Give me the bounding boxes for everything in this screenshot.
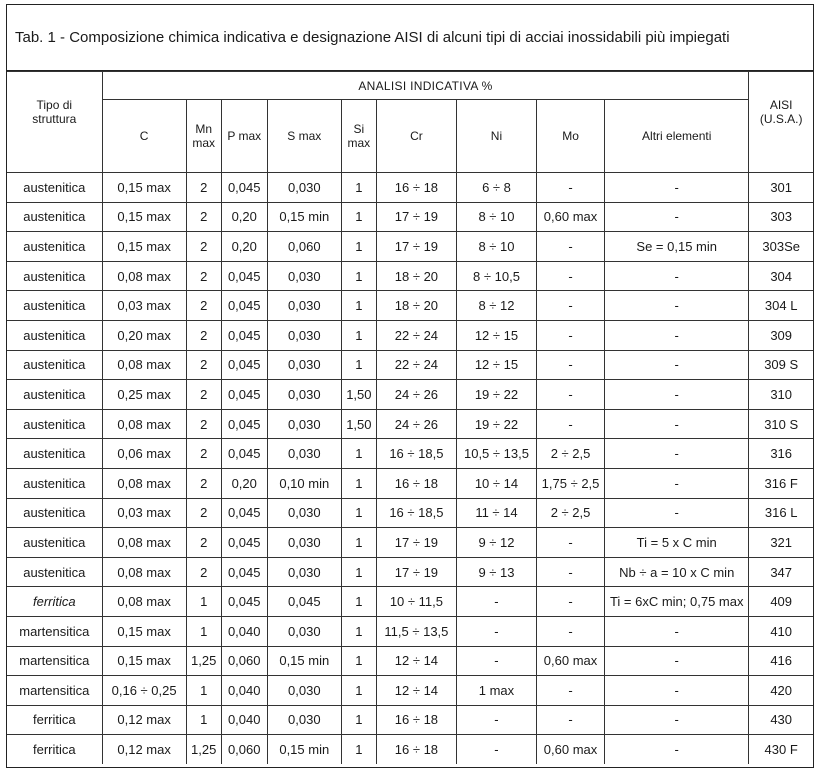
value-cell: - (605, 380, 749, 410)
column-header (186, 100, 221, 173)
aisi-cell: 347 (749, 557, 813, 587)
value-cell: 0,15 max (102, 202, 186, 232)
value-cell: 24 ÷ 26 (376, 380, 456, 410)
column-header (341, 100, 376, 173)
value-cell: 17 ÷ 19 (376, 232, 456, 262)
value-cell: 0,030 (267, 616, 341, 646)
value-cell: 0,08 max (102, 350, 186, 380)
value-cell: 10 ÷ 11,5 (376, 587, 456, 617)
value-cell: 1 (341, 320, 376, 350)
value-cell: 0,030 (267, 350, 341, 380)
column-header-label: Altri elementi (642, 129, 712, 143)
value-cell: - (605, 468, 749, 498)
value-cell: Ti = 5 x C min (605, 528, 749, 558)
value-cell: 0,045 (221, 380, 267, 410)
table-row (7, 468, 813, 498)
value-cell: 24 ÷ 26 (376, 409, 456, 439)
header-analisi: ANALISI INDICATIVA % (102, 72, 749, 100)
value-cell: 0,040 (221, 676, 267, 706)
value-cell: 0,045 (221, 528, 267, 558)
structure-cell: austenitica (7, 468, 102, 498)
table-title: Tab. 1 - Composizione chimica indicativa e designazione AISI di alcuni tipi di acciai inossidabili più impiegati (7, 5, 813, 71)
aisi-cell: 316 (749, 439, 813, 469)
value-cell: 1,25 (186, 735, 221, 764)
aisi-cell: 420 (749, 676, 813, 706)
value-cell: 16 ÷ 18,5 (376, 439, 456, 469)
value-cell: 0,60 max (537, 735, 605, 764)
aisi-cell: 316 F (749, 468, 813, 498)
value-cell: - (605, 439, 749, 469)
table-row (7, 380, 813, 410)
column-header (221, 100, 267, 173)
structure-cell: martensitica (7, 646, 102, 676)
value-cell: 12 ÷ 14 (376, 646, 456, 676)
aisi-cell: 316 L (749, 498, 813, 528)
column-header (456, 100, 536, 173)
value-cell: 1 (341, 498, 376, 528)
value-cell: 0,030 (267, 676, 341, 706)
value-cell: - (537, 409, 605, 439)
structure-cell: austenitica (7, 202, 102, 232)
aisi-cell: 409 (749, 587, 813, 617)
value-cell: - (605, 173, 749, 203)
column-header-label: Ni (490, 129, 503, 143)
value-cell: 0,060 (221, 735, 267, 764)
header-tipo-label: Tipo di struttura (32, 98, 77, 126)
value-cell: - (456, 705, 536, 735)
value-cell: 0,030 (267, 528, 341, 558)
value-cell: - (537, 350, 605, 380)
aisi-cell: 301 (749, 173, 813, 203)
value-cell: 1 (186, 616, 221, 646)
value-cell: - (456, 616, 536, 646)
value-cell: 2 (186, 261, 221, 291)
value-cell: 18 ÷ 20 (376, 261, 456, 291)
value-cell: 0,15 min (267, 202, 341, 232)
value-cell: 2 (186, 498, 221, 528)
value-cell: - (456, 587, 536, 617)
value-cell: 1 (341, 202, 376, 232)
value-cell: - (605, 705, 749, 735)
column-header (267, 100, 341, 173)
table-row (7, 320, 813, 350)
table-row (7, 498, 813, 528)
value-cell: 1 (341, 528, 376, 558)
value-cell: - (537, 232, 605, 262)
value-cell: 12 ÷ 15 (456, 320, 536, 350)
value-cell: - (537, 616, 605, 646)
aisi-cell: 410 (749, 616, 813, 646)
value-cell: 0,060 (221, 646, 267, 676)
value-cell: 2 (186, 291, 221, 321)
value-cell: 0,15 min (267, 646, 341, 676)
value-cell: - (537, 676, 605, 706)
structure-cell: austenitica (7, 350, 102, 380)
table-row (7, 439, 813, 469)
value-cell: 0,60 max (537, 202, 605, 232)
value-cell: 8 ÷ 10 (456, 232, 536, 262)
value-cell: 11 ÷ 14 (456, 498, 536, 528)
value-cell: - (537, 261, 605, 291)
aisi-cell: 430 (749, 705, 813, 735)
structure-cell: austenitica (7, 232, 102, 262)
aisi-cell: 321 (749, 528, 813, 558)
structure-cell: martensitica (7, 616, 102, 646)
column-header (605, 100, 749, 173)
value-cell: 0,08 max (102, 261, 186, 291)
table-row (7, 676, 813, 706)
value-cell: 2 (186, 320, 221, 350)
value-cell: - (605, 498, 749, 528)
value-cell: 1,50 (341, 380, 376, 410)
structure-cell: austenitica (7, 557, 102, 587)
aisi-cell: 303Se (749, 232, 813, 262)
structure-cell: ferritica (7, 735, 102, 764)
value-cell: 2 (186, 173, 221, 203)
structure-cell: austenitica (7, 261, 102, 291)
table-row (7, 291, 813, 321)
table-row (7, 409, 813, 439)
value-cell: 2 (186, 439, 221, 469)
value-cell: 0,08 max (102, 468, 186, 498)
value-cell: 0,030 (267, 380, 341, 410)
value-cell: 11,5 ÷ 13,5 (376, 616, 456, 646)
value-cell: - (605, 646, 749, 676)
value-cell: 0,040 (221, 705, 267, 735)
value-cell: - (456, 735, 536, 764)
table-row (7, 232, 813, 262)
table-row (7, 735, 813, 764)
table-row (7, 202, 813, 232)
value-cell: 0,12 max (102, 705, 186, 735)
value-cell: 0,20 (221, 202, 267, 232)
value-cell: 0,12 max (102, 735, 186, 764)
value-cell: 1 (341, 705, 376, 735)
value-cell: 0,045 (221, 439, 267, 469)
value-cell: - (605, 409, 749, 439)
column-header-label: S max (287, 129, 322, 143)
value-cell: 2 (186, 409, 221, 439)
composition-table (7, 71, 813, 764)
value-cell: - (537, 528, 605, 558)
value-cell: 8 ÷ 12 (456, 291, 536, 321)
value-cell: 2 (186, 557, 221, 587)
value-cell: 19 ÷ 22 (456, 380, 536, 410)
value-cell: 16 ÷ 18 (376, 705, 456, 735)
column-header (537, 100, 605, 173)
value-cell: 12 ÷ 15 (456, 350, 536, 380)
aisi-cell: 309 (749, 320, 813, 350)
value-cell: - (537, 587, 605, 617)
structure-cell: ferritica (7, 705, 102, 735)
value-cell: 1 (341, 735, 376, 764)
value-cell: 0,15 max (102, 646, 186, 676)
table-row (7, 528, 813, 558)
column-header-label: Cr (410, 129, 423, 143)
table-row (7, 587, 813, 617)
table-row (7, 173, 813, 203)
value-cell: - (537, 380, 605, 410)
value-cell: 0,030 (267, 557, 341, 587)
column-header (102, 100, 186, 173)
aisi-cell: 304 (749, 261, 813, 291)
value-cell: 1 (341, 616, 376, 646)
aisi-cell: 416 (749, 646, 813, 676)
structure-cell: ferritica (7, 587, 102, 617)
value-cell: Nb ÷ a = 10 x C min (605, 557, 749, 587)
aisi-cell: 303 (749, 202, 813, 232)
value-cell: 10 ÷ 14 (456, 468, 536, 498)
value-cell: 2 (186, 380, 221, 410)
aisi-cell: 309 S (749, 350, 813, 380)
value-cell: - (456, 646, 536, 676)
value-cell: 0,08 max (102, 557, 186, 587)
value-cell: 8 ÷ 10 (456, 202, 536, 232)
structure-cell: austenitica (7, 320, 102, 350)
value-cell: 0,030 (267, 439, 341, 469)
value-cell: 0,045 (221, 557, 267, 587)
value-cell: 19 ÷ 22 (456, 409, 536, 439)
value-cell: 0,15 min (267, 735, 341, 764)
structure-cell: austenitica (7, 291, 102, 321)
value-cell: 0,030 (267, 320, 341, 350)
value-cell: 0,030 (267, 705, 341, 735)
header-aisi (749, 72, 813, 173)
value-cell: - (605, 616, 749, 646)
value-cell: 1 (341, 173, 376, 203)
structure-cell: austenitica (7, 439, 102, 469)
aisi-cell: 430 F (749, 735, 813, 764)
value-cell: 0,045 (221, 320, 267, 350)
value-cell: 0,20 (221, 468, 267, 498)
aisi-cell: 310 S (749, 409, 813, 439)
value-cell: 12 ÷ 14 (376, 676, 456, 706)
column-header-label: C (139, 129, 149, 143)
value-cell: 2 ÷ 2,5 (537, 439, 605, 469)
value-cell: 0,030 (267, 409, 341, 439)
value-cell: - (537, 291, 605, 321)
value-cell: Ti = 6xC min; 0,75 max (605, 587, 749, 617)
table-document (6, 4, 814, 768)
column-header-label: P max (227, 129, 262, 143)
value-cell: 16 ÷ 18 (376, 468, 456, 498)
value-cell: 0,030 (267, 291, 341, 321)
value-cell: 1,50 (341, 409, 376, 439)
value-cell: 1 (341, 587, 376, 617)
value-cell: 0,030 (267, 173, 341, 203)
value-cell: 0,15 max (102, 616, 186, 646)
value-cell: 9 ÷ 12 (456, 528, 536, 558)
value-cell: 0,08 max (102, 528, 186, 558)
value-cell: 1,25 (186, 646, 221, 676)
value-cell: 1 (341, 646, 376, 676)
value-cell: 0,25 max (102, 380, 186, 410)
value-cell: 0,030 (267, 498, 341, 528)
value-cell: 17 ÷ 19 (376, 202, 456, 232)
value-cell: 0,03 max (102, 498, 186, 528)
value-cell: - (605, 261, 749, 291)
column-header-label: Si max (347, 122, 371, 150)
structure-cell: austenitica (7, 173, 102, 203)
value-cell: 0,20 max (102, 320, 186, 350)
value-cell: 0,08 max (102, 409, 186, 439)
value-cell: 6 ÷ 8 (456, 173, 536, 203)
value-cell: 1 (186, 587, 221, 617)
value-cell: 0,060 (267, 232, 341, 262)
value-cell: 0,045 (221, 261, 267, 291)
structure-cell: austenitica (7, 528, 102, 558)
structure-cell: austenitica (7, 409, 102, 439)
value-cell: 1 (341, 468, 376, 498)
value-cell: 0,15 max (102, 232, 186, 262)
table-row (7, 616, 813, 646)
value-cell: 1 (341, 350, 376, 380)
value-cell: - (605, 320, 749, 350)
value-cell: 22 ÷ 24 (376, 350, 456, 380)
value-cell: 0,045 (221, 498, 267, 528)
value-cell: 0,045 (221, 291, 267, 321)
value-cell: - (605, 350, 749, 380)
value-cell: 0,08 max (102, 587, 186, 617)
value-cell: 9 ÷ 13 (456, 557, 536, 587)
value-cell: 2 (186, 528, 221, 558)
value-cell: - (605, 676, 749, 706)
value-cell: 0,06 max (102, 439, 186, 469)
value-cell: - (605, 735, 749, 764)
value-cell: 17 ÷ 19 (376, 528, 456, 558)
value-cell: 2 (186, 350, 221, 380)
value-cell: 1 (341, 261, 376, 291)
value-cell: - (537, 705, 605, 735)
value-cell: 8 ÷ 10,5 (456, 261, 536, 291)
table-row (7, 557, 813, 587)
value-cell: - (537, 173, 605, 203)
value-cell: 0,03 max (102, 291, 186, 321)
value-cell: Se = 0,15 min (605, 232, 749, 262)
value-cell: 0,040 (221, 616, 267, 646)
value-cell: 2 ÷ 2,5 (537, 498, 605, 528)
value-cell: 16 ÷ 18 (376, 173, 456, 203)
header-aisi-label: AISI (U.S.A.) (759, 98, 803, 126)
column-header (376, 100, 456, 173)
aisi-cell: 304 L (749, 291, 813, 321)
header-tipo (7, 72, 102, 173)
table-row (7, 646, 813, 676)
value-cell: 17 ÷ 19 (376, 557, 456, 587)
value-cell: 1 (341, 291, 376, 321)
value-cell: 22 ÷ 24 (376, 320, 456, 350)
value-cell: - (537, 557, 605, 587)
value-cell: 2 (186, 202, 221, 232)
value-cell: - (605, 291, 749, 321)
value-cell: 0,10 min (267, 468, 341, 498)
table-row (7, 261, 813, 291)
value-cell: 1 (341, 557, 376, 587)
structure-cell: austenitica (7, 380, 102, 410)
value-cell: 1 (341, 439, 376, 469)
table-row (7, 350, 813, 380)
aisi-cell: 310 (749, 380, 813, 410)
value-cell: 1 max (456, 676, 536, 706)
value-cell: 0,60 max (537, 646, 605, 676)
value-cell: 0,045 (221, 587, 267, 617)
value-cell: 0,045 (221, 409, 267, 439)
value-cell: - (537, 320, 605, 350)
value-cell: 18 ÷ 20 (376, 291, 456, 321)
value-cell: 0,045 (267, 587, 341, 617)
value-cell: 0,16 ÷ 0,25 (102, 676, 186, 706)
value-cell: 1,75 ÷ 2,5 (537, 468, 605, 498)
value-cell: 10,5 ÷ 13,5 (456, 439, 536, 469)
value-cell: 0,15 max (102, 173, 186, 203)
value-cell: 1 (341, 676, 376, 706)
value-cell: 16 ÷ 18 (376, 735, 456, 764)
column-header-label: Mn max (192, 122, 216, 150)
value-cell: - (605, 202, 749, 232)
value-cell: 2 (186, 232, 221, 262)
value-cell: 2 (186, 468, 221, 498)
value-cell: 1 (341, 232, 376, 262)
value-cell: 1 (186, 676, 221, 706)
value-cell: 1 (186, 705, 221, 735)
column-header-label: Mo (562, 129, 579, 143)
structure-cell: martensitica (7, 676, 102, 706)
value-cell: 0,20 (221, 232, 267, 262)
value-cell: 0,045 (221, 350, 267, 380)
value-cell: 0,045 (221, 173, 267, 203)
value-cell: 0,030 (267, 261, 341, 291)
structure-cell: austenitica (7, 498, 102, 528)
value-cell: 16 ÷ 18,5 (376, 498, 456, 528)
table-row (7, 705, 813, 735)
